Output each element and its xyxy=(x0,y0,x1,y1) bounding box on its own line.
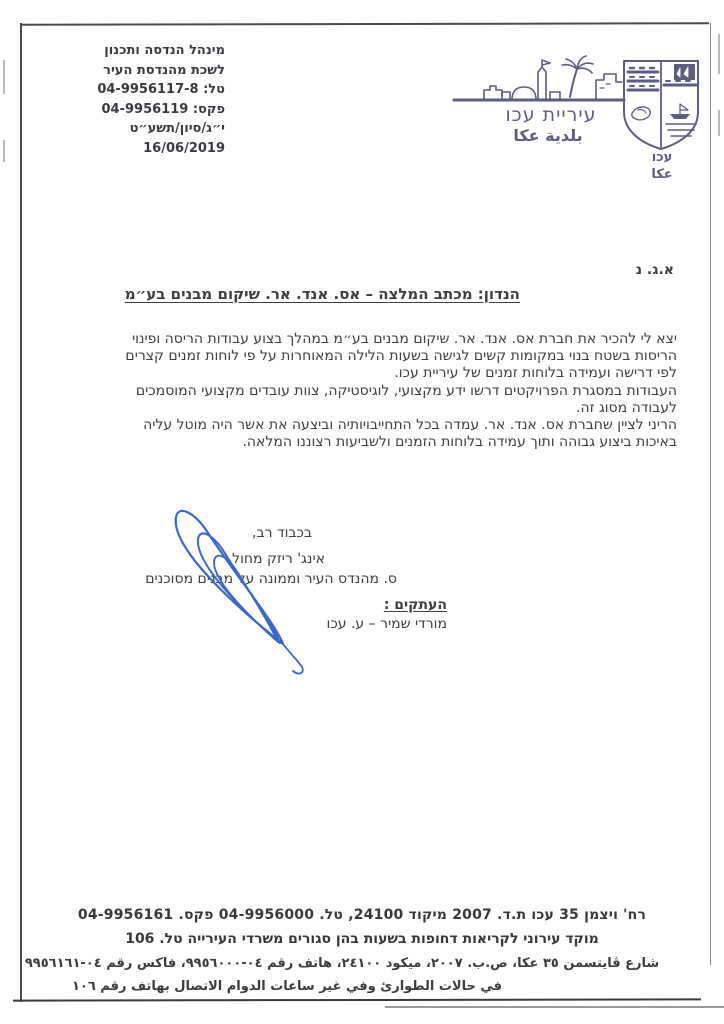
page-border-right xyxy=(710,23,711,965)
greeting: א.ג. נ xyxy=(635,262,674,278)
page-border-top xyxy=(21,22,709,25)
scan-artifact-dash xyxy=(718,110,720,136)
body-line: הריסות בשטח בנוי במקומות קשים לגישה בשעות הלילה המאוחרות על פי לוחות זמנים קצרים xyxy=(125,348,677,364)
date: 16/06/2019 xyxy=(143,140,225,156)
closing-salutation: בכבוד רב, xyxy=(252,525,312,541)
body-line: יצא לי להכיר את חברת אס. אנד. אר. שיקום מבנים בע״מ במהלך בצוע עבודות הריסה ופינוי xyxy=(131,331,677,347)
hebrew-date: י״ג/סיון/תשע״ט xyxy=(129,121,225,136)
page-border-bottom xyxy=(13,998,701,1001)
subject-line: הנדון: מכתב המלצה – אס. אנד. אר. שיקום מבנים בע״מ xyxy=(124,285,520,303)
page-border-bottom-secondary xyxy=(385,1006,724,1008)
signatory-name: אינג' ריזק מחול xyxy=(232,551,325,567)
body-line: העבודות במסגרת הפרויקטים דרשו ידע מקצועי, לוגיסטיקה, צוות עובדים מקצועי המוסמכים xyxy=(135,383,677,399)
municipality-name-arabic: بلدية عكا xyxy=(513,126,583,145)
body-line: באיכות ביצוע גבוהה ותוך עמידה בלוחות הזמנים ולשביעות רצוננו המלאה. xyxy=(242,434,677,450)
fax-line: פקס: ‎04-9956119‎ xyxy=(101,101,225,117)
footer-address-arabic: شارع ڤايتسمن ٣٥ عكا، ص.ب. ٢٠٠٧، ميكود ٢٤١٠٠، هاتف رقم ٠٤-٩٩٥٦٠٠٠، فاكس رقم ٠٤-٩٩٥٦١٦١ xyxy=(24,956,660,971)
body-line: לעבודה מסוג זה. xyxy=(576,400,677,416)
footer-hotline-hebrew: מוקד עירוני לקריאות דחופות בשעות בהן סגורים משרדי העירייה טל. 106 xyxy=(125,931,599,947)
department-name: מינהל הנדסה ותכנון xyxy=(104,43,225,58)
scan-artifact-dash xyxy=(718,34,720,74)
office-name: לשכת מהנדסת העיר xyxy=(103,62,225,78)
signatory-title: ס. מהנדס העיר וממונה על מבנים מסוכנים xyxy=(145,571,397,587)
phone-line: טל: ‎04-9956117-8‎ xyxy=(97,82,225,97)
emblem-caption-arabic: عكا xyxy=(651,167,673,182)
emblem-shield xyxy=(624,61,698,149)
copies-heading: העתקים : xyxy=(383,597,447,613)
copies-item: מורדי שמיר – ע. עכו xyxy=(326,616,447,632)
emblem-caption-hebrew: עכו xyxy=(651,150,673,165)
emblem-caption xyxy=(644,149,680,183)
footer-address-hebrew: רח' ויצמן 35 עכו ת.ד. 2007 מיקוד 24100, טל. ‎04-9956000‎ פקס. ‎04-9956161‎ xyxy=(77,907,647,923)
body-line: לפי דרישה ועמידה בלוחות זמנים של עיריית עכו. xyxy=(394,365,677,381)
municipality-name-hebrew: עיריית עכו xyxy=(505,104,597,126)
page-border-left xyxy=(20,23,22,1002)
signature-scribble xyxy=(150,503,325,685)
scan-artifact-dash xyxy=(3,60,5,94)
city-skyline-graphic xyxy=(484,56,622,100)
body-line: הריני לציין שחברת אס. אנד. אר. עמדה בכל התחייבויותיה וביצעה את אשר היה מוטל עליה xyxy=(143,417,677,433)
scan-artifact-dash xyxy=(3,140,5,162)
letterhead-contact-block xyxy=(97,41,225,158)
footer-hotline-arabic: في حالات الطوارئ وفي غير ساعات الدوام الاتصال بهاتف رقم ١٠٦ xyxy=(71,979,503,994)
